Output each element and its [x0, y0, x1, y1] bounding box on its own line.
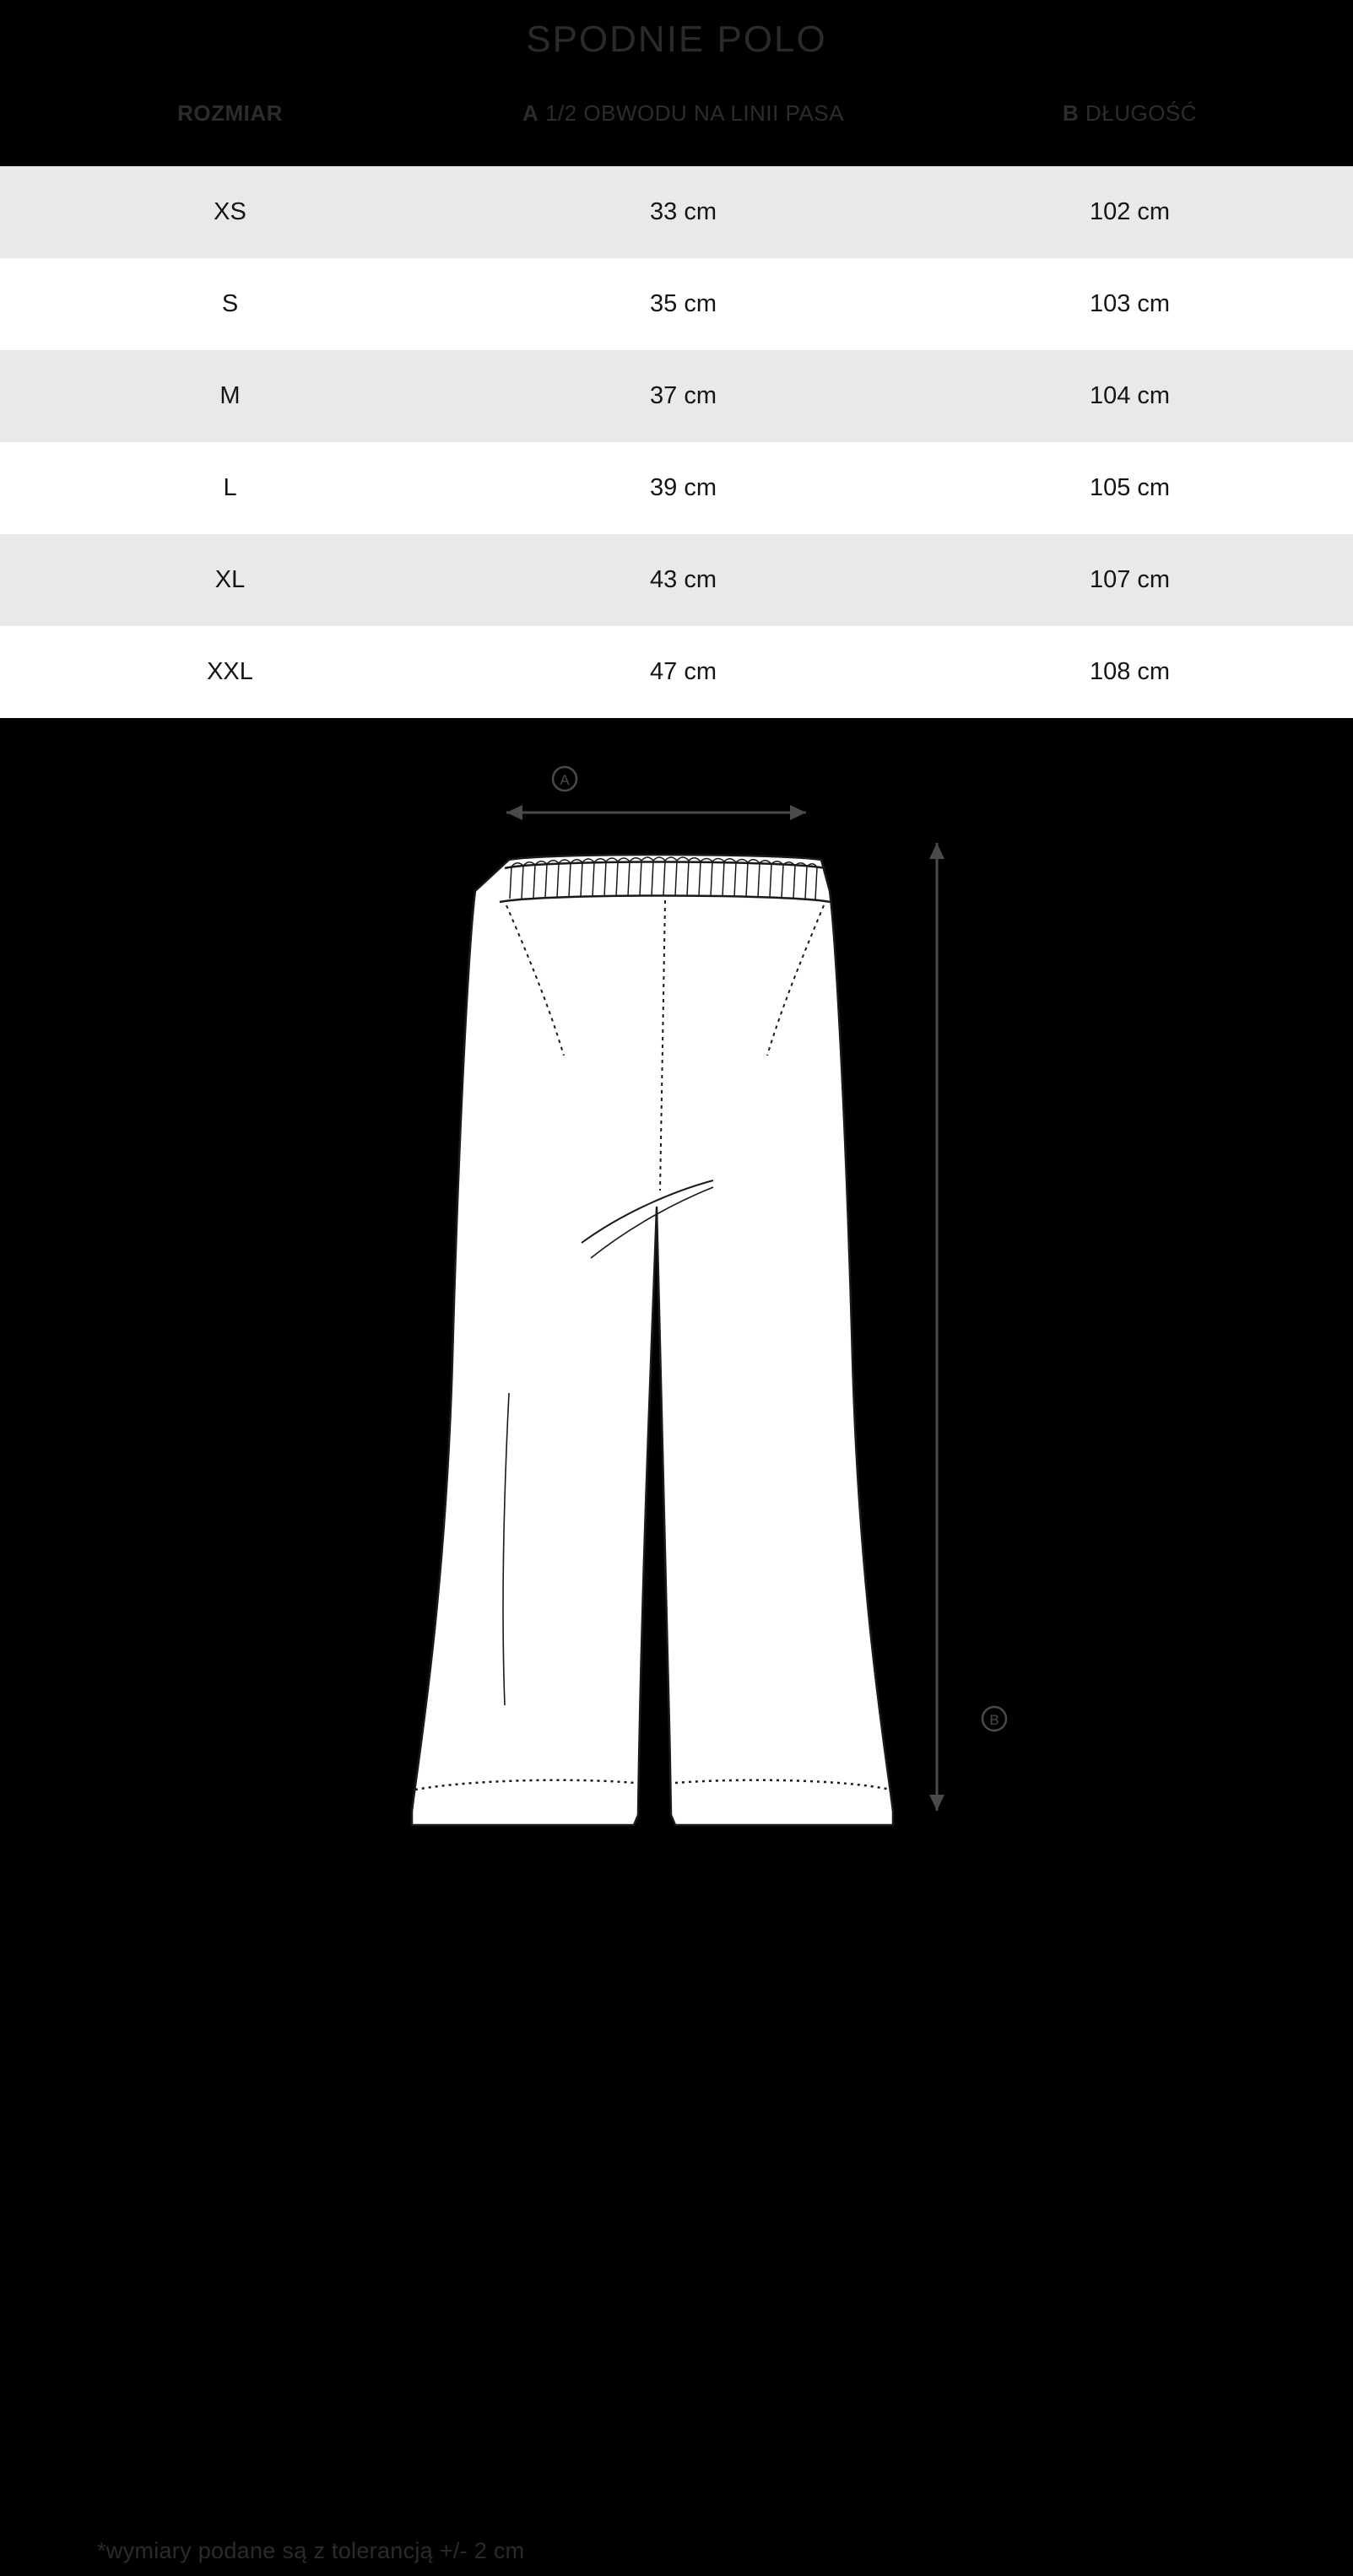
table-body [0, 166, 1353, 718]
table-header-row [0, 62, 1353, 166]
table-row [0, 166, 1353, 258]
page-title: SPODNIE POLO [526, 19, 827, 60]
cell-length: 107 cm [907, 534, 1353, 626]
measure-b-arrow [929, 843, 944, 1811]
table-row [0, 350, 1353, 442]
cell-size: XL [0, 534, 460, 626]
cell-length: 105 cm [907, 442, 1353, 534]
column-header-size: ROZMIAR [0, 62, 460, 166]
marker-a-icon [553, 767, 576, 791]
cell-waist: 39 cm [460, 442, 907, 534]
table-row [0, 534, 1353, 626]
footnote-text: *wymiary podane są z tolerancją +/- 2 cm [97, 2538, 525, 2563]
cell-waist: 37 cm [460, 350, 907, 442]
column-header-b-letter: B [1062, 100, 1080, 126]
marker-b-icon [982, 1707, 1006, 1731]
cell-length: 104 cm [907, 350, 1353, 442]
cell-waist: 35 cm [460, 258, 907, 350]
cell-size: L [0, 442, 460, 534]
column-header-a-letter: A [522, 100, 539, 126]
trousers-diagram-svg [0, 718, 1353, 2186]
marker-b-label: B [989, 1711, 999, 1728]
cell-waist: 43 cm [460, 534, 907, 626]
table-row [0, 626, 1353, 718]
cell-length: 108 cm [907, 626, 1353, 718]
measure-a-arrow [506, 805, 806, 820]
column-header-a-text: 1/2 OBWODU NA LINII PASA [538, 100, 844, 126]
trousers-shape [412, 855, 893, 1825]
size-table [0, 62, 1353, 718]
cell-waist: 47 cm [460, 626, 907, 718]
marker-a-label: A [560, 771, 570, 788]
cell-length: 102 cm [907, 166, 1353, 258]
cell-length: 103 cm [907, 258, 1353, 350]
column-header-b [907, 62, 1353, 166]
column-header-b-text: DŁUGOŚĆ [1079, 100, 1198, 126]
table-row [0, 442, 1353, 534]
cell-waist: 33 cm [460, 166, 907, 258]
cell-size: S [0, 258, 460, 350]
table-header [0, 62, 1353, 166]
table-row [0, 258, 1353, 350]
cell-size: XXL [0, 626, 460, 718]
garment-illustration [0, 718, 1353, 2576]
cell-size: M [0, 350, 460, 442]
cell-size: XS [0, 166, 460, 258]
column-header-a [460, 62, 907, 166]
